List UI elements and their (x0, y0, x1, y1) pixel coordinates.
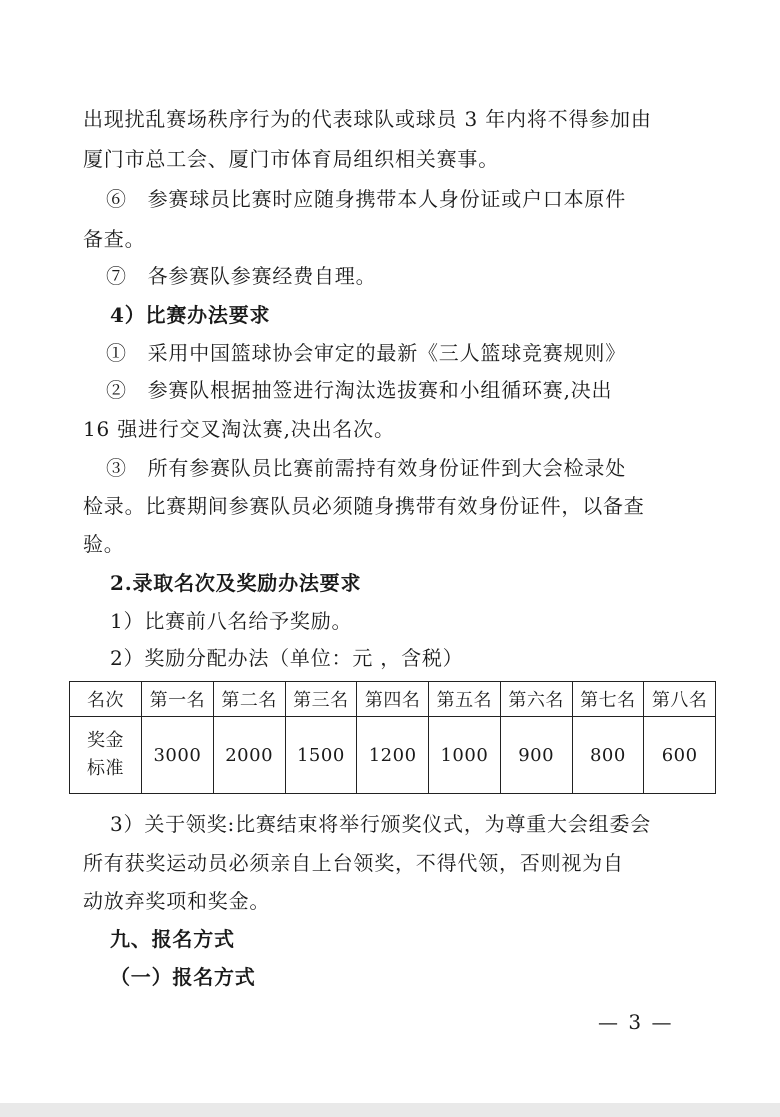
prize-table (69, 681, 716, 794)
paragraph-line: ① 采用中国篮球协会审定的最新《三人篮球竞赛规则》 (106, 341, 626, 365)
paragraph-line: ⑦ 各参赛队参赛经费自理。 (106, 264, 377, 288)
amount-cell: 600 (644, 717, 716, 794)
rank-cell: 第一名 (142, 682, 214, 717)
section-heading: （一）报名方式 (110, 965, 256, 989)
table-header-row (70, 682, 716, 717)
amount-cell: 1000 (429, 717, 501, 794)
paragraph-line: 备查。 (83, 227, 146, 251)
paragraph-line: ③ 所有参赛队员比赛前需持有效身份证件到大会检录处 (106, 456, 626, 480)
paragraph-line: 1）比赛前八名给予奖励。 (110, 609, 353, 633)
table-header-label: 名次 (70, 682, 142, 717)
paragraph-line: 出现扰乱赛场秩序行为的代表球队或球员 3 年内将不得参加由 (83, 107, 652, 131)
amount-cell: 900 (500, 717, 572, 794)
paragraph-line: 2）奖励分配办法（单位：元 ，含税） (110, 646, 464, 670)
section-heading: 2.录取名次及奖励办法要求 (110, 571, 362, 595)
row-label-line2: 标准 (87, 758, 124, 779)
page-number: — 3 — (598, 1010, 674, 1034)
paragraph-line: ⑥ 参赛球员比赛时应随身携带本人身份证或户口本原件 (106, 187, 626, 211)
paragraph-line: 检录。比赛期间参赛队员必须随身携带有效身份证件，以备查 (83, 494, 645, 518)
rank-cell: 第六名 (500, 682, 572, 717)
paragraph-line: 动放弃奖项和奖金。 (83, 889, 271, 913)
amount-cell: 1500 (285, 717, 357, 794)
amount-cell: 800 (572, 717, 644, 794)
rank-cell: 第五名 (429, 682, 501, 717)
paragraph-line: 所有获奖运动员必须亲自上台领奖，不得代领，否则视为自 (83, 851, 624, 875)
rank-cell: 第二名 (213, 682, 285, 717)
amount-cell: 3000 (142, 717, 214, 794)
rank-cell: 第八名 (644, 682, 716, 717)
paragraph-line: 3）关于领奖:比赛结束将举行颁奖仪式，为尊重大会组委会 (110, 812, 652, 836)
paragraph-line: 验。 (83, 532, 125, 556)
amount-cell: 1200 (357, 717, 429, 794)
section-heading: 九、报名方式 (110, 927, 235, 951)
paragraph-line: 厦门市总工会、厦门市体育局组织相关赛事。 (83, 147, 499, 171)
paragraph-line: 16 强进行交叉淘汰赛,决出名次。 (83, 417, 395, 441)
bottom-edge (0, 1103, 780, 1117)
rank-cell: 第四名 (357, 682, 429, 717)
table-row-label (70, 717, 142, 794)
paragraph-line: ② 参赛队根据抽签进行淘汰选拔赛和小组循环赛,决出 (106, 378, 613, 402)
rank-cell: 第三名 (285, 682, 357, 717)
rank-cell: 第七名 (572, 682, 644, 717)
amount-cell: 2000 (213, 717, 285, 794)
table-amount-row (70, 717, 716, 794)
section-heading: 4）比赛办法要求 (110, 303, 271, 327)
row-label-line1: 奖金 (87, 730, 124, 751)
